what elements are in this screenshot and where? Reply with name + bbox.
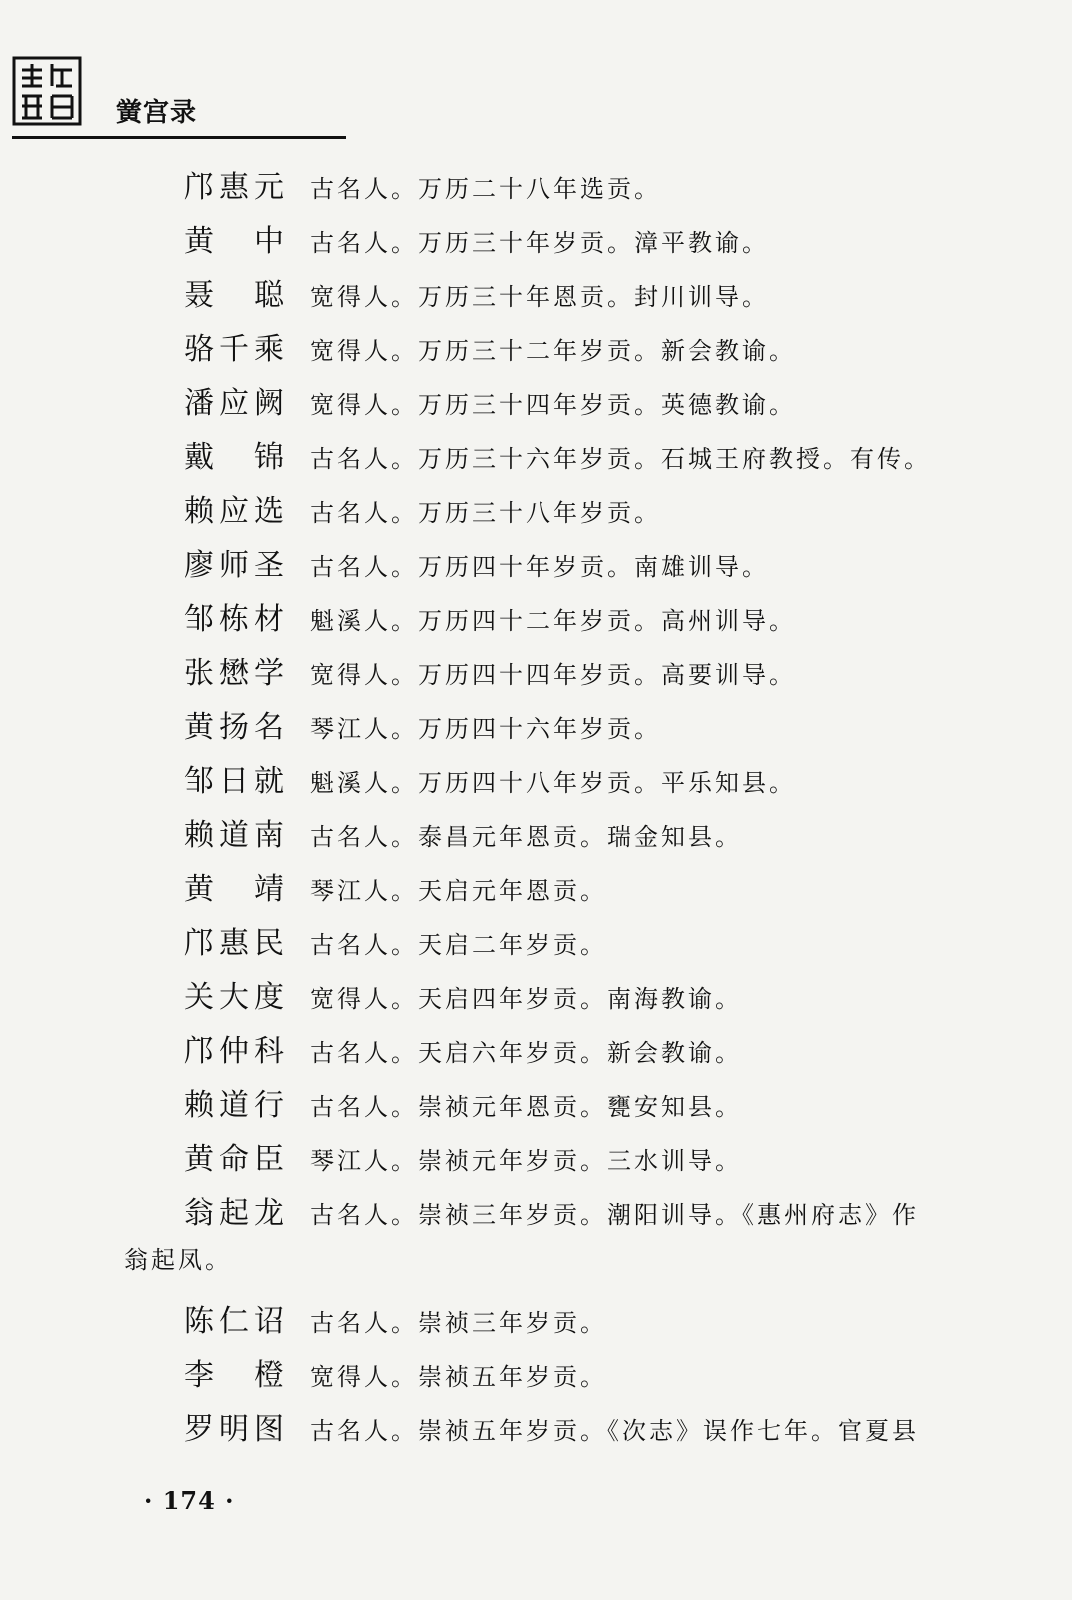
list-item <box>0 708 1000 758</box>
page-number: · 174 · <box>144 1486 235 1515</box>
person-name: 邹栋材 <box>184 602 284 637</box>
person-description: 古名人。万历三十年岁贡。漳平教谕。 <box>310 229 769 257</box>
person-name: 潘应阙 <box>184 386 284 421</box>
person-description: 宽得人。崇祯五年岁贡。 <box>310 1363 607 1391</box>
list-item <box>0 762 1000 812</box>
list-item <box>0 600 1000 650</box>
list-item <box>0 222 1000 272</box>
person-description: 宽得人。万历四十四年岁贡。高要训导。 <box>310 661 796 689</box>
person-description: 古名人。万历三十六年岁贡。石城王府教授。有传。 <box>310 445 931 473</box>
person-name: 关大度 <box>184 980 284 1015</box>
person-name: 邹日就 <box>184 764 284 799</box>
person-description: 宽得人。天启四年岁贡。南海教谕。 <box>310 985 742 1013</box>
person-description: 琴江人。万历四十六年岁贡。 <box>310 715 661 743</box>
person-name: 邝惠元 <box>184 170 284 205</box>
list-item <box>0 1410 1000 1460</box>
person-name: 陈仁诏 <box>184 1304 284 1339</box>
person-description: 宽得人。万历三十四年岁贡。英德教谕。 <box>310 391 796 419</box>
list-item <box>0 1032 1000 1082</box>
list-item <box>0 1194 1000 1244</box>
person-name: 黄命臣 <box>184 1142 284 1177</box>
person-name: 张懋学 <box>184 656 284 691</box>
person-name: 戴锦 <box>184 440 284 475</box>
person-name: 骆千乘 <box>184 332 284 367</box>
person-description: 古名人。万历四十年岁贡。南雄训导。 <box>310 553 769 581</box>
person-name: 黄中 <box>184 224 284 259</box>
entry-continuation: 翁起凤。 <box>124 1246 232 1274</box>
list-item <box>0 1356 1000 1406</box>
person-name: 赖道南 <box>184 818 284 853</box>
person-name: 廖师圣 <box>184 548 284 583</box>
person-name: 聂聪 <box>184 278 284 313</box>
list-item <box>0 168 1000 218</box>
person-name: 赖应选 <box>184 494 284 529</box>
person-description: 宽得人。万历三十年恩贡。封川训导。 <box>310 283 769 311</box>
list-item <box>0 546 1000 596</box>
list-item <box>0 384 1000 434</box>
person-description: 古名人。崇祯五年岁贡。《次志》误作七年。官夏县 <box>310 1417 919 1445</box>
person-name: 黄扬名 <box>184 710 284 745</box>
person-description: 古名人。天启六年岁贡。新会教谕。 <box>310 1039 742 1067</box>
person-name: 罗明图 <box>184 1412 284 1447</box>
person-description: 魁溪人。万历四十八年岁贡。平乐知县。 <box>310 769 796 797</box>
running-title: 黉宫录 <box>116 98 198 128</box>
person-name: 黄靖 <box>184 872 284 907</box>
list-item <box>0 978 1000 1028</box>
list-item <box>0 492 1000 542</box>
person-description: 古名人。泰昌元年恩贡。瑞金知县。 <box>310 823 742 851</box>
list-item <box>0 654 1000 704</box>
person-name: 邝惠民 <box>184 926 284 961</box>
person-description: 宽得人。万历三十二年岁贡。新会教谕。 <box>310 337 796 365</box>
person-name: 李橙 <box>184 1358 284 1393</box>
list-item <box>0 1086 1000 1136</box>
list-item <box>0 1140 1000 1190</box>
person-description: 古名人。万历二十八年选贡。 <box>310 175 661 203</box>
person-description: 魁溪人。万历四十二年岁贡。高州训导。 <box>310 607 796 635</box>
person-description: 古名人。崇祯元年恩贡。甕安知县。 <box>310 1093 742 1121</box>
list-item <box>0 438 1000 488</box>
person-description: 古名人。万历三十八年岁贡。 <box>310 499 661 527</box>
person-description: 古名人。天启二年岁贡。 <box>310 931 607 959</box>
list-item <box>0 276 1000 326</box>
list-item <box>0 870 1000 920</box>
person-name: 邝仲科 <box>184 1034 284 1069</box>
person-description: 古名人。崇祯三年岁贡。 <box>310 1309 607 1337</box>
list-item <box>0 816 1000 866</box>
list-item <box>0 330 1000 380</box>
person-description: 琴江人。崇祯元年岁贡。三水训导。 <box>310 1147 742 1175</box>
person-name: 赖道行 <box>184 1088 284 1123</box>
person-description: 古名人。崇祯三年岁贡。潮阳训导。《惠州府志》作 <box>310 1201 919 1229</box>
list-item <box>0 1302 1000 1352</box>
person-description: 琴江人。天启元年恩贡。 <box>310 877 607 905</box>
person-name: 翁起龙 <box>184 1196 284 1231</box>
list-item <box>0 924 1000 974</box>
